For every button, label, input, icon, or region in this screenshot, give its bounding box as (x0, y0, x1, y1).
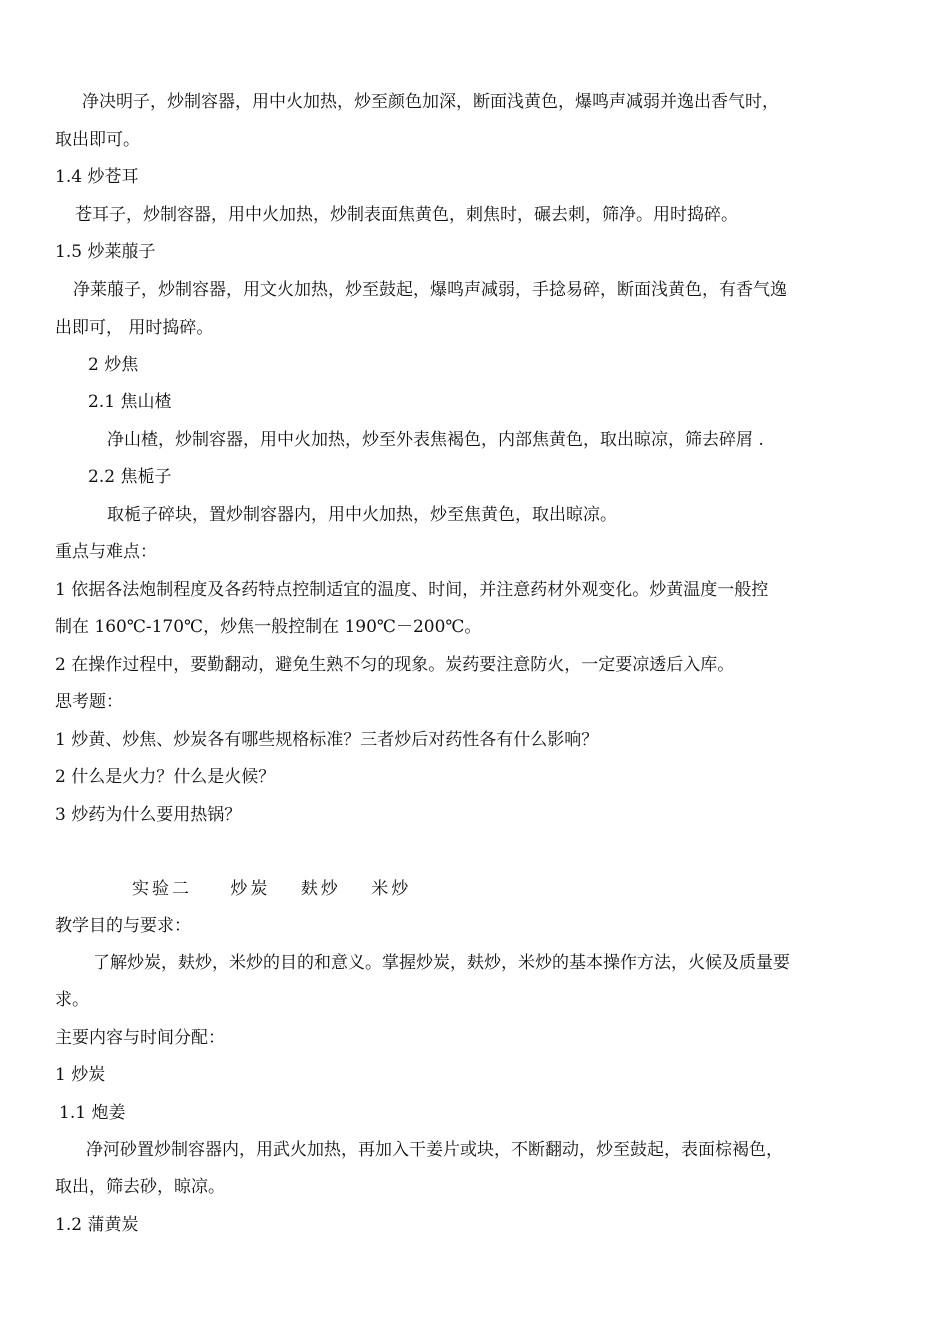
section-heading: 1.4 炒苍耳 (55, 167, 139, 187)
paragraph-line: 求。 (55, 990, 89, 1010)
paragraph-line: 苍耳子，炒制容器，用中火加热，炒制表面焦黄色，刺焦时，碾去刺，筛净。用时捣碎。 (75, 205, 738, 225)
experiment-title: 实验二 (132, 879, 192, 899)
paragraph-line: 取出，筛去砂，晾凉。 (55, 1177, 225, 1197)
section-heading: 2.1 焦山楂 (88, 392, 172, 412)
experiment-topic: 米炒 (371, 879, 412, 899)
experiment-topic: 炒炭 (230, 879, 271, 899)
list-item: 2 什么是火力？什么是火候？ (55, 767, 276, 787)
paragraph-line: 取栀子碎块，置炒制容器内，用中火加热，炒至焦黄色，取出晾凉。 (107, 505, 617, 525)
section-heading: 1.2 蒲黄炭 (55, 1215, 139, 1235)
paragraph-line: 2 在操作过程中，要勤翻动，避免生熟不匀的现象。炭药要注意防火，一定要凉透后入库。 (55, 655, 735, 675)
paragraph-line: 取出即可。 (55, 130, 140, 150)
paragraph-line: 了解炒炭，麸炒，米炒的目的和意义。掌握炒炭，麸炒，米炒的基本操作方法，火候及质量要 (93, 953, 790, 973)
paragraph-line: 净决明子，炒制容器，用中火加热，炒至颜色加深，断面浅黄色，爆鸣声减弱并逸出香气时， (82, 92, 779, 112)
experiment-topic: 麸炒 (300, 879, 341, 899)
paragraph-line: 净莱菔子，炒制容器，用文火加热，炒至鼓起，爆鸣声减弱，手捻易碎，断面浅黄色，有香气逸 (73, 280, 787, 300)
section-heading: 1.1 炮姜 (59, 1103, 126, 1123)
section-heading: 教学目的与要求： (55, 916, 191, 936)
section-heading: 重点与难点： (55, 542, 157, 562)
section-heading: 2 炒焦 (88, 355, 139, 375)
paragraph-line: 净山楂，炒制容器，用中火加热，炒至外表焦褐色，内部焦黄色，取出晾凉，筛去碎屑 . (107, 430, 764, 450)
section-heading: 思考题： (55, 692, 123, 712)
paragraph-line: 制在 160℃-170℃，炒焦一般控制在 190℃－200℃。 (55, 617, 482, 637)
paragraph-line: 出即可， 用时捣碎。 (55, 318, 214, 338)
list-item: 1 炒黄、炒焦、炒炭各有哪些规格标准？三者炒后对药性各有什么影响？ (55, 730, 599, 750)
experiment-heading (132, 879, 411, 899)
paragraph-line: 净河砂置炒制容器内，用武火加热，再加入干姜片或块，不断翻动，炒至鼓起，表面棕褐色， (86, 1140, 783, 1160)
list-item: 3 炒药为什么要用热锅？ (55, 805, 242, 825)
section-heading: 1 炒炭 (55, 1065, 106, 1085)
section-heading: 2.2 焦栀子 (88, 467, 172, 487)
section-heading: 1.5 炒莱菔子 (55, 242, 156, 262)
paragraph-line: 1 依据各法炮制程度及各药特点控制适宜的温度、时间，并注意药材外观变化。炒黄温度一般控 (55, 580, 769, 600)
section-heading: 主要内容与时间分配： (55, 1028, 225, 1048)
